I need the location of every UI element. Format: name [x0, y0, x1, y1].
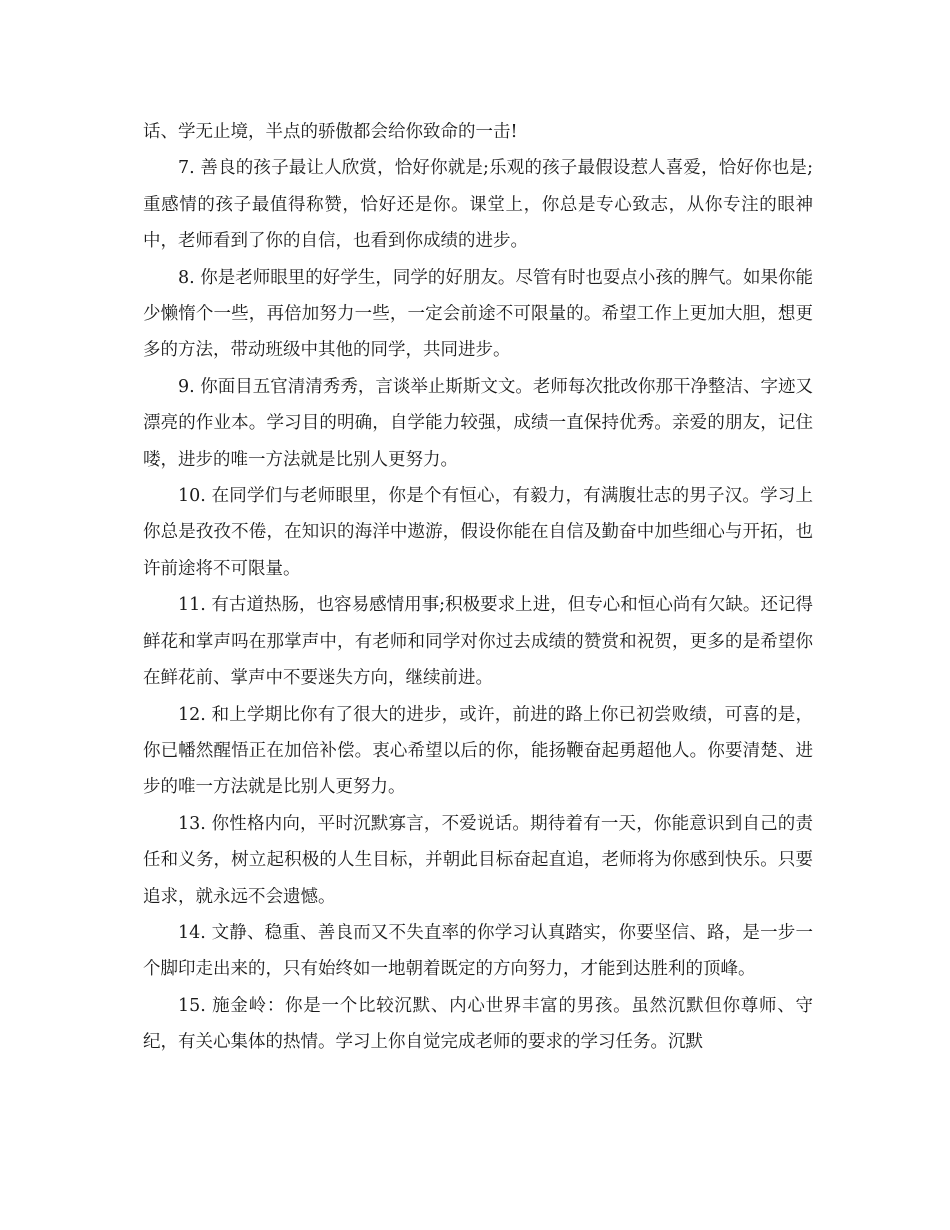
paragraph: 15. 施金岭：你是一个比较沉默、内心世界丰富的男孩。虽然沉默但你尊师、守纪，有关心集体的热情。学习上你自觉完成老师的要求的学习任务。沉默 [143, 995, 813, 1053]
paragraph: 9. 你面目五官清清秀秀，言谈举止斯斯文文。老师每次批改你那干净整洁、字迹又漂亮的作业本。学习目的明确，自学能力较强，成绩一直保持优秀。亲爱的朋友，记住喽，进步的唯一方法就是比别人更努力。 [143, 376, 813, 470]
paragraph: 8. 你是老师眼里的好学生，同学的好朋友。尽管有时也耍点小孩的脾气。如果你能少懒惰个一些，再倍加努力一些，一定会前途不可限量的。希望工作上更加大胆，想更多的方法，带动班级中其他的同学，共同进步。 [143, 267, 813, 361]
paragraph: 11. 有古道热肠，也容易感情用事;积极要求上进，但专心和恒心尚有欠缺。还记得鲜花和掌声吗在那掌声中，有老师和同学对你过去成绩的赞赏和祝贺，更多的是希望你在鲜花前、掌声中不要迷失方向，继续前进。 [143, 595, 813, 689]
paragraph: 10. 在同学们与老师眼里，你是个有恒心，有毅力，有满腹壮志的男子汉。学习上你总是孜孜不倦，在知识的海洋中遨游，假设你能在自信及勤奋中加些细心与开拓，也许前途将不可限量。 [143, 486, 813, 579]
document-body [143, 114, 813, 1061]
paragraph: 7. 善良的孩子最让人欣赏，恰好你就是;乐观的孩子最假设惹人喜爱，恰好你也是;重感情的孩子最值得称赞，恰好还是你。课堂上，你总是专心致志，从你专注的眼神中，老师看到了你的自信，也看到你成绩的进步。 [143, 158, 813, 252]
paragraph: 话、学无止境，半点的骄傲都会给你致命的一击! [143, 122, 518, 142]
paragraph: 12. 和上学期比你有了很大的进步，或许，前进的路上你已初尝败绩，可喜的是，你已幡然醒悟正在加倍补偿。衷心希望以后的你，能扬鞭奋起勇超他人。你要清楚、进步的唯一方法就是比别人更努力。 [143, 704, 813, 798]
paragraph: 13. 你性格内向，平时沉默寡言，不爱说话。期待着有一天，你能意识到自己的责任和义务，树立起积极的人生目标，并朝此目标奋起直追，老师将为你感到快乐。只要追求，就永远不会遗憾。 [143, 813, 813, 907]
paragraph: 14. 文静、稳重、善良而又不失直率的你学习认真踏实，你要坚信、路，是一步一个脚印走出来的，只有始终如一地朝着既定的方向努力，才能到达胜利的顶峰。 [143, 922, 813, 980]
